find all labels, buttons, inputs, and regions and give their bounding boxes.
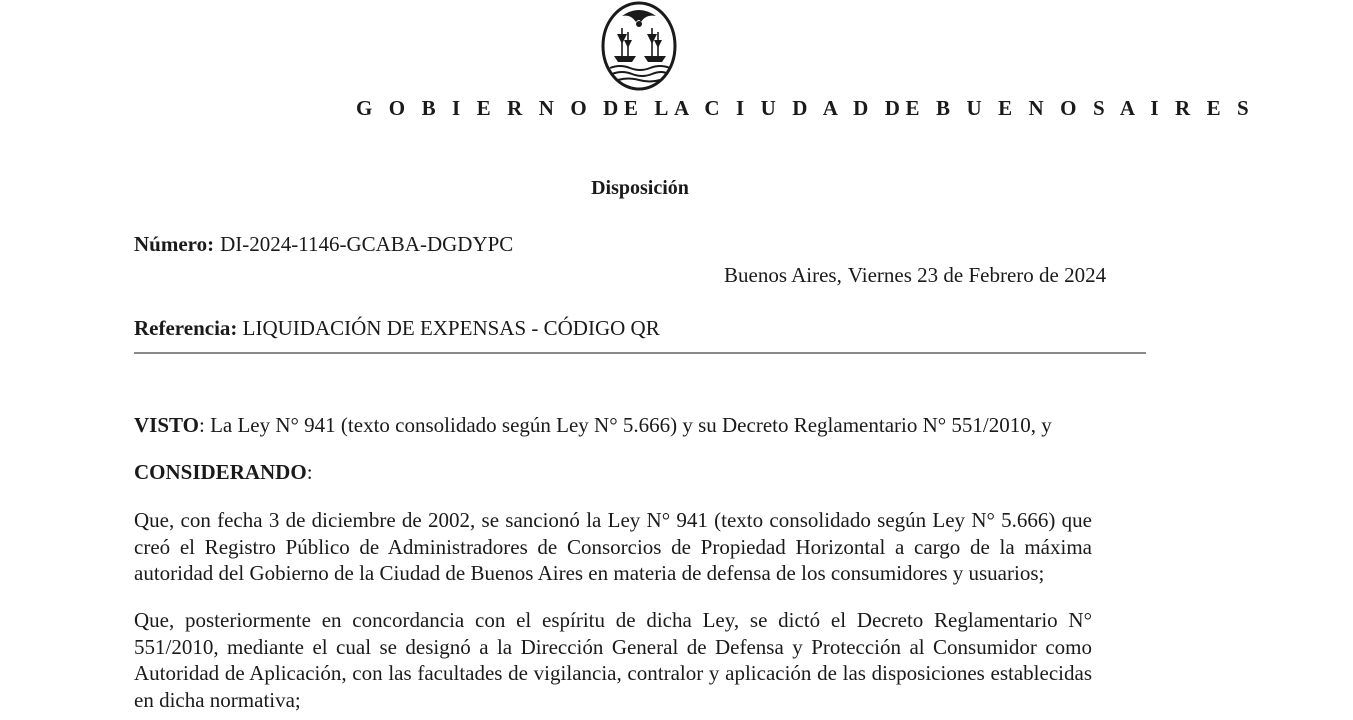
numero-value: DI-2024-1146-GCABA-DGDYPC [220, 232, 514, 256]
referencia-label: Referencia: [134, 316, 238, 340]
paragraph: Que, con fecha 3 de diciembre de 2002, se sancionó la Ley N° 941 (texto consolidado según Ley N° 5.666) que creó el Registro Público de Administradores de Consorcios de Propiedad Horizontal a cargo de la máxima autoridad del Gobierno de la Ciudad de Buenos Aires en materia de defensa de los consumidores y usuarios; [134, 508, 1092, 585]
numero-row [134, 232, 513, 257]
document-type-title: Disposición [591, 177, 689, 199]
date-value: Viernes 23 de Febrero de 2024 [847, 263, 1107, 287]
referencia-value: LIQUIDACIÓN DE EXPENSAS - CÓDIGO QR [242, 316, 660, 340]
visto-label: VISTO [134, 413, 199, 437]
paragraph: Que, posteriormente en concordancia con el espíritu de dicha Ley, se dictó el Decreto Reglamentario N° 551/2010, mediante el cual se designó a la Dirección General de Defensa y Protección al Consumidor como Autoridad de Aplicación, con las facultades de vigilancia, contralor y aplicación de las disposiciones establecidas en dicha normativa; [134, 608, 1092, 712]
considerando-line [134, 460, 313, 485]
divider [134, 352, 1146, 354]
considerando-label: CONSIDERANDO [134, 460, 307, 484]
numero-label: Número: [134, 232, 215, 256]
visto-line [134, 413, 1052, 438]
place-label: Buenos Aires, [724, 263, 842, 287]
government-name: G O B I E R N O DE LA C I U D A D DE B U E N O S A I R E S [356, 96, 1255, 120]
considerando-colon: : [306, 460, 313, 484]
coat-of-arms-icon [600, 0, 678, 92]
referencia-row [134, 316, 660, 341]
date-row [724, 263, 1106, 288]
visto-text: : La Ley N° 941 (texto consolidado según Ley N° 5.666) y su Decreto Reglamentario N° 551/2010, y [198, 413, 1052, 437]
